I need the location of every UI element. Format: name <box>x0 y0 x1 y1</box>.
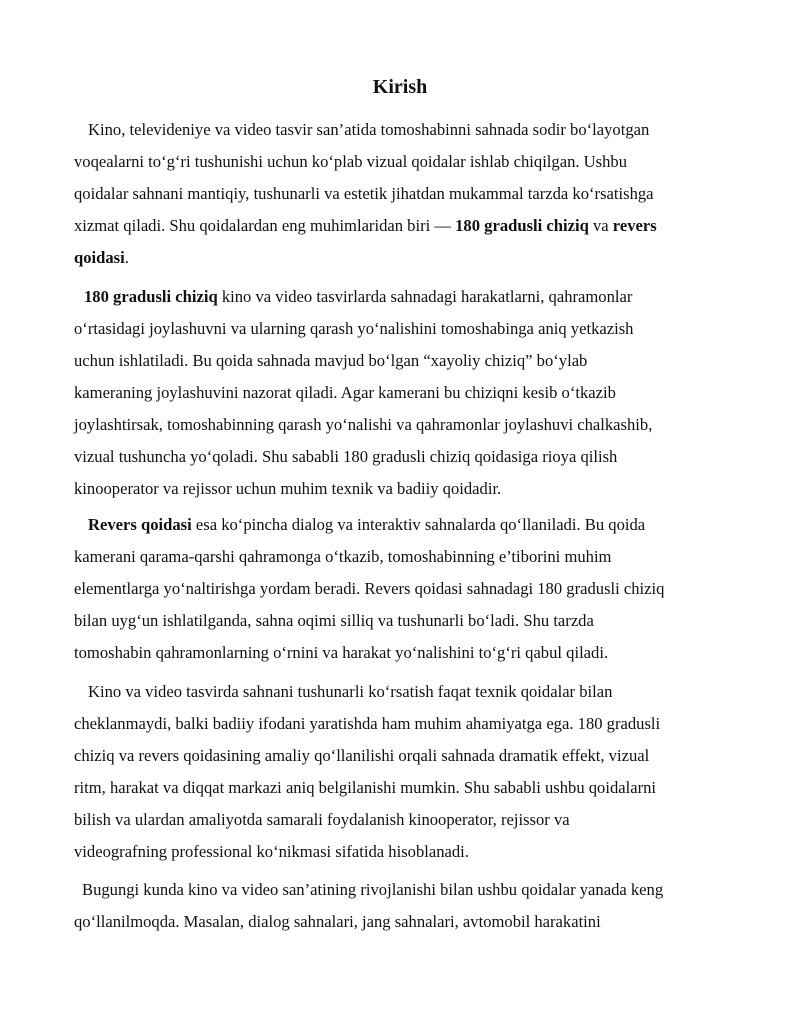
text-run: Kino va video tasvirda sahnani tushunarli ko‘rsatish faqat texnik qoidalar bilan <box>88 682 613 701</box>
text-line <box>74 210 732 242</box>
text-run: bilish va ulardan amaliyotda samarali foydalanish kinooperator, rejissor va <box>74 810 570 829</box>
paragraph-introduction <box>74 114 732 274</box>
text-run: bilan uyg‘un ishlatilganda, sahna oqimi silliq va tushunarli bo‘ladi. Shu tarzda <box>74 611 594 630</box>
text-run: o‘rtasidagi joylashuvni va ularning qarash yo‘nalishini tomoshabinga aniq yetkazish <box>74 319 634 338</box>
text-run: kinooperator va rejissor uchun muhim texnik va badiiy qoidadir. <box>74 479 502 498</box>
text-line <box>74 313 732 345</box>
text-line <box>74 708 732 740</box>
text-run: . <box>124 248 129 267</box>
text-line <box>74 441 732 473</box>
text-run: qo‘llanilmoqda. Masalan, dialog sahnalari, jang sahnalari, avtomobil harakatini <box>74 912 601 931</box>
bold-term: qoidasi <box>74 248 125 267</box>
text-line <box>74 377 732 409</box>
bold-term: 180 gradusli chiziq <box>84 287 218 306</box>
text-run: vizual tushuncha yo‘qoladi. Shu sababli 180 gradusli chiziq qoidasiga rioya qilish <box>74 447 618 466</box>
page-title: Kirish <box>372 76 428 98</box>
paragraph-modern-usage <box>74 874 732 938</box>
text-run: uchun ishlatiladi. Bu qoida sahnada mavjud bo‘lgan “xayoliy chiziq” bo‘ylab <box>74 351 588 370</box>
text-line <box>74 573 732 605</box>
text-line <box>74 605 732 637</box>
text-line <box>74 409 732 441</box>
text-line <box>74 637 732 669</box>
text-run: chiziq va revers qoidasining amaliy qo‘llanilishi orqali sahnada dramatik effekt, vizual <box>74 746 650 765</box>
text-run: elementlarga yo‘naltirishga yordam beradi. Revers qoidasi sahnadagi 180 gradusli chiziq <box>74 579 665 598</box>
paragraph-180-degree-line <box>74 281 732 505</box>
text-line <box>74 676 732 708</box>
text-run: kamerani qarama-qarshi qahramonga o‘tkazib, tomoshabinning e’tiborini muhim <box>74 547 612 566</box>
text-run: Kino, televideniye va video tasvir san’atida tomoshabinni sahnada sodir bo‘layotgan <box>88 120 650 139</box>
paragraph-artistic-expression <box>74 676 732 868</box>
text-line <box>74 772 732 804</box>
text-line <box>74 146 732 178</box>
text-run: kameraning joylashuvini nazorat qiladi. Agar kamerani bu chiziqni kesib o‘tkazib <box>74 383 616 402</box>
text-line <box>74 740 732 772</box>
bold-term: revers <box>612 216 657 235</box>
text-run: voqealarni to‘g‘ri tushunishi uchun ko‘plab vizual qoidalar ishlab chiqilgan. Ushbu <box>74 152 628 171</box>
paragraph-revers-rule <box>74 509 732 669</box>
text-line <box>74 473 732 505</box>
text-run: videografning professional ko‘nikmasi sifatida hisoblanadi. <box>74 842 469 861</box>
text-line <box>74 114 732 146</box>
text-run: joylashtirsak, tomoshabinning qarash yo‘nalishi va qahramonlar joylashuvi chalkashib, <box>74 415 653 434</box>
text-line <box>74 281 732 313</box>
text-line <box>74 804 732 836</box>
text-line <box>74 906 732 938</box>
text-run: cheklanmaydi, balki badiiy ifodani yaratishda ham muhim ahamiyatga ega. 180 gradusli <box>74 714 661 733</box>
text-run: tomoshabin qahramonlarning o‘rnini va harakat yo‘nalishini to‘g‘ri qabul qiladi. <box>74 643 609 662</box>
text-run: kino va video tasvirlarda sahnadagi harakatlarni, qahramonlar <box>217 287 633 306</box>
text-line <box>74 874 732 906</box>
text-run: va <box>588 216 613 235</box>
text-run: qoidalar sahnani mantiqiy, tushunarli va estetik jihatdan mukammal tarzda ko‘rsatishga <box>74 184 654 203</box>
text-run: ritm, harakat va diqqat markazi aniq belgilanishi mumkin. Shu sababli ushbu qoidalarni <box>74 778 657 797</box>
text-line <box>74 541 732 573</box>
text-line <box>74 178 732 210</box>
text-line <box>74 836 732 868</box>
text-line <box>74 242 732 274</box>
text-run: esa ko‘pincha dialog va interaktiv sahnalarda qo‘llaniladi. Bu qoida <box>191 515 646 534</box>
text-run: Bugungi kunda kino va video san’atining rivojlanishi bilan ushbu qoidalar yanada keng <box>82 880 664 899</box>
text-run: xizmat qiladi. Shu qoidalardan eng muhimlaridan biri — <box>74 216 456 235</box>
text-line <box>74 345 732 377</box>
bold-term: Revers qoidasi <box>88 515 192 534</box>
bold-term: 180 gradusli chiziq <box>455 216 589 235</box>
text-line <box>74 509 732 541</box>
